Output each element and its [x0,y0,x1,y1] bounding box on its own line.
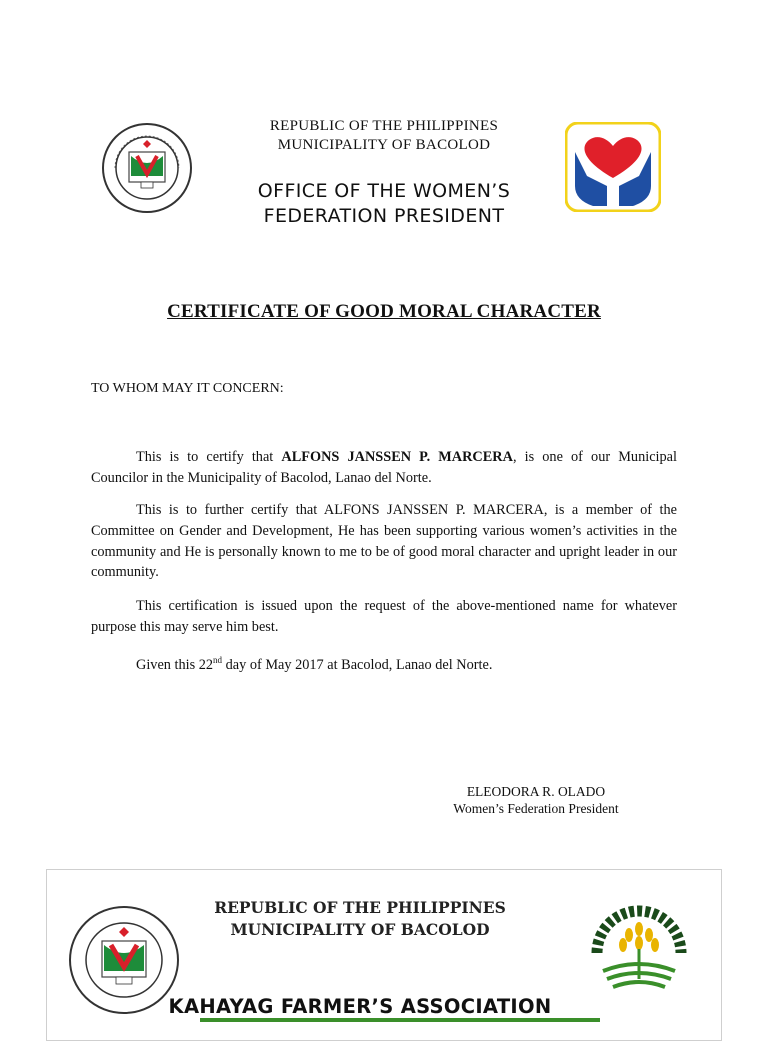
salutation: TO WHOM MAY IT CONCERN: [91,381,284,396]
municipality-heading: MUNICIPALITY OF BACOLOD [277,137,491,153]
green-underline [200,1018,600,1022]
certificate-title: CERTIFICATE OF GOOD MORAL CHARACTER [167,301,601,322]
paragraph-1 [91,447,677,489]
department-of-agriculture-logo-icon [583,893,695,1011]
dswd-logo-icon [565,122,661,212]
footer-municipality-heading: MUNICIPALITY OF BACOLOD [230,920,490,939]
paragraph-4 [91,650,677,676]
signatory-name: ELEODORA R. OLADO [466,784,606,799]
certified-name: ALFONS JANSSEN P. MARCERA [281,449,513,465]
paragraph-1-post: , is one of our Municipal Councilor in the Municipality of Bacolod, Lanao del Norte. [91,449,677,486]
paragraph-2: This is to further certify that ALFONS JANSSEN P. MARCERA, is a member of the Committee on Gender and Development, He has been supporting various women’s activities in the community and He is personally known to me to be of good moral character and upright leader in our community. [91,502,677,581]
paragraph-4-sup: nd [213,655,223,665]
signatory-title: Women’s Federation President [453,801,619,816]
paragraph-4-pre: Given this 22 [136,656,214,673]
office-heading-line1: OFFICE OF THE WOMEN’S [257,180,511,202]
paragraph-3: This certification is issued upon the request of the above-mentioned name for whatever purpose this may serve him best. [91,598,677,635]
footer-republic-heading: REPUBLIC OF THE PHILIPPINES [214,898,506,917]
paragraph-1-pre: This is to certify that [136,449,282,465]
association-heading: KAHAYAG FARMER’S ASSOCIATION [168,995,552,1018]
paragraph-4-post: day of May 2017 at Bacolod, Lanao del Norte. [222,656,493,673]
republic-heading: REPUBLIC OF THE PHILIPPINES [269,118,499,134]
office-heading-line2: FEDERATION PRESIDENT [263,205,505,227]
